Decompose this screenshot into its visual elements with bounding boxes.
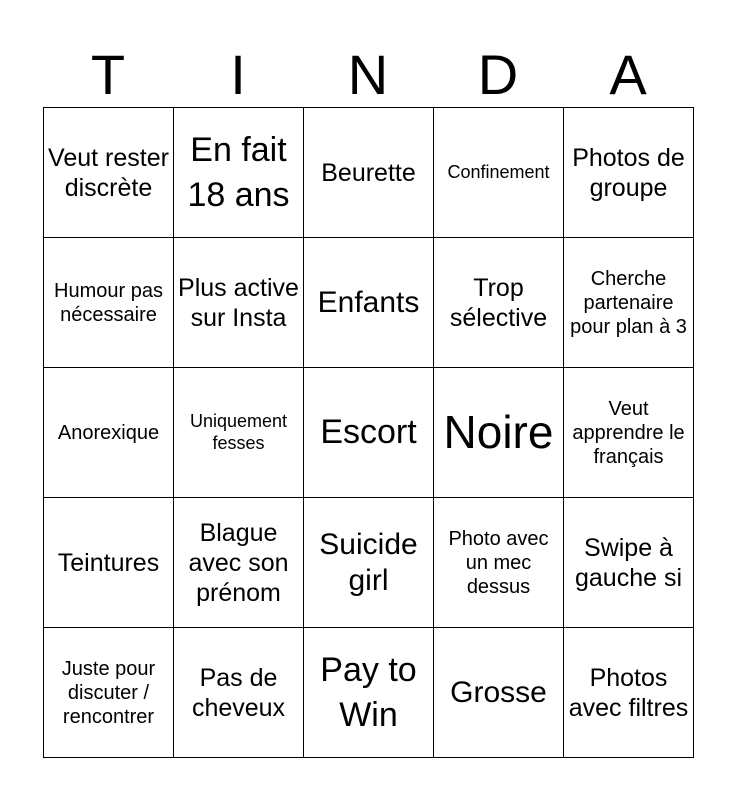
bingo-cell[interactable]: Swipe à gauche si (564, 498, 694, 628)
bingo-cell[interactable]: Anorexique (44, 368, 174, 498)
bingo-cell[interactable]: Humour pas nécessaire (44, 238, 174, 368)
grid-row (44, 498, 694, 628)
bingo-cell[interactable]: Pay to Win (304, 628, 434, 758)
header-letter-a: A (609, 43, 647, 106)
bingo-header (43, 42, 693, 108)
header-letter-d: D (477, 43, 519, 106)
bingo-cell[interactable]: Photo avec un mec dessus (434, 498, 564, 628)
grid-row (44, 368, 694, 498)
bingo-cell[interactable]: Veut rester discrète (44, 108, 174, 238)
bingo-cell[interactable]: Suicide girl (304, 498, 434, 628)
grid-row (44, 238, 694, 368)
bingo-cell[interactable]: Plus active sur Insta (174, 238, 304, 368)
bingo-grid (43, 107, 694, 758)
grid-row (44, 108, 694, 238)
bingo-cell[interactable]: Blague avec son prénom (174, 498, 304, 628)
bingo-cell[interactable]: Enfants (304, 238, 434, 368)
bingo-cell[interactable]: En fait 18 ans (174, 108, 304, 238)
bingo-cell[interactable]: Noire (434, 368, 564, 498)
bingo-cell[interactable]: Pas de cheveux (174, 628, 304, 758)
header-letter-t: T (90, 43, 126, 106)
bingo-cell[interactable]: Photos avec filtres (564, 628, 694, 758)
bingo-cell[interactable]: Escort (304, 368, 434, 498)
header-letter-n: N (347, 43, 389, 106)
bingo-cell[interactable]: Photos de groupe (564, 108, 694, 238)
bingo-cell[interactable]: Veut apprendre le français (564, 368, 694, 498)
bingo-cell[interactable]: Uniquement fesses (174, 368, 304, 498)
bingo-cell[interactable]: Trop sélective (434, 238, 564, 368)
bingo-cell[interactable]: Confinement (434, 108, 564, 238)
grid-row (44, 628, 694, 758)
bingo-cell[interactable]: Grosse (434, 628, 564, 758)
bingo-cell[interactable]: Beurette (304, 108, 434, 238)
bingo-cell[interactable]: Teintures (44, 498, 174, 628)
bingo-cell[interactable]: Cherche partenaire pour plan à 3 (564, 238, 694, 368)
bingo-cell[interactable]: Juste pour discuter / rencontrer (44, 628, 174, 758)
header-letter-i: I (230, 43, 246, 106)
